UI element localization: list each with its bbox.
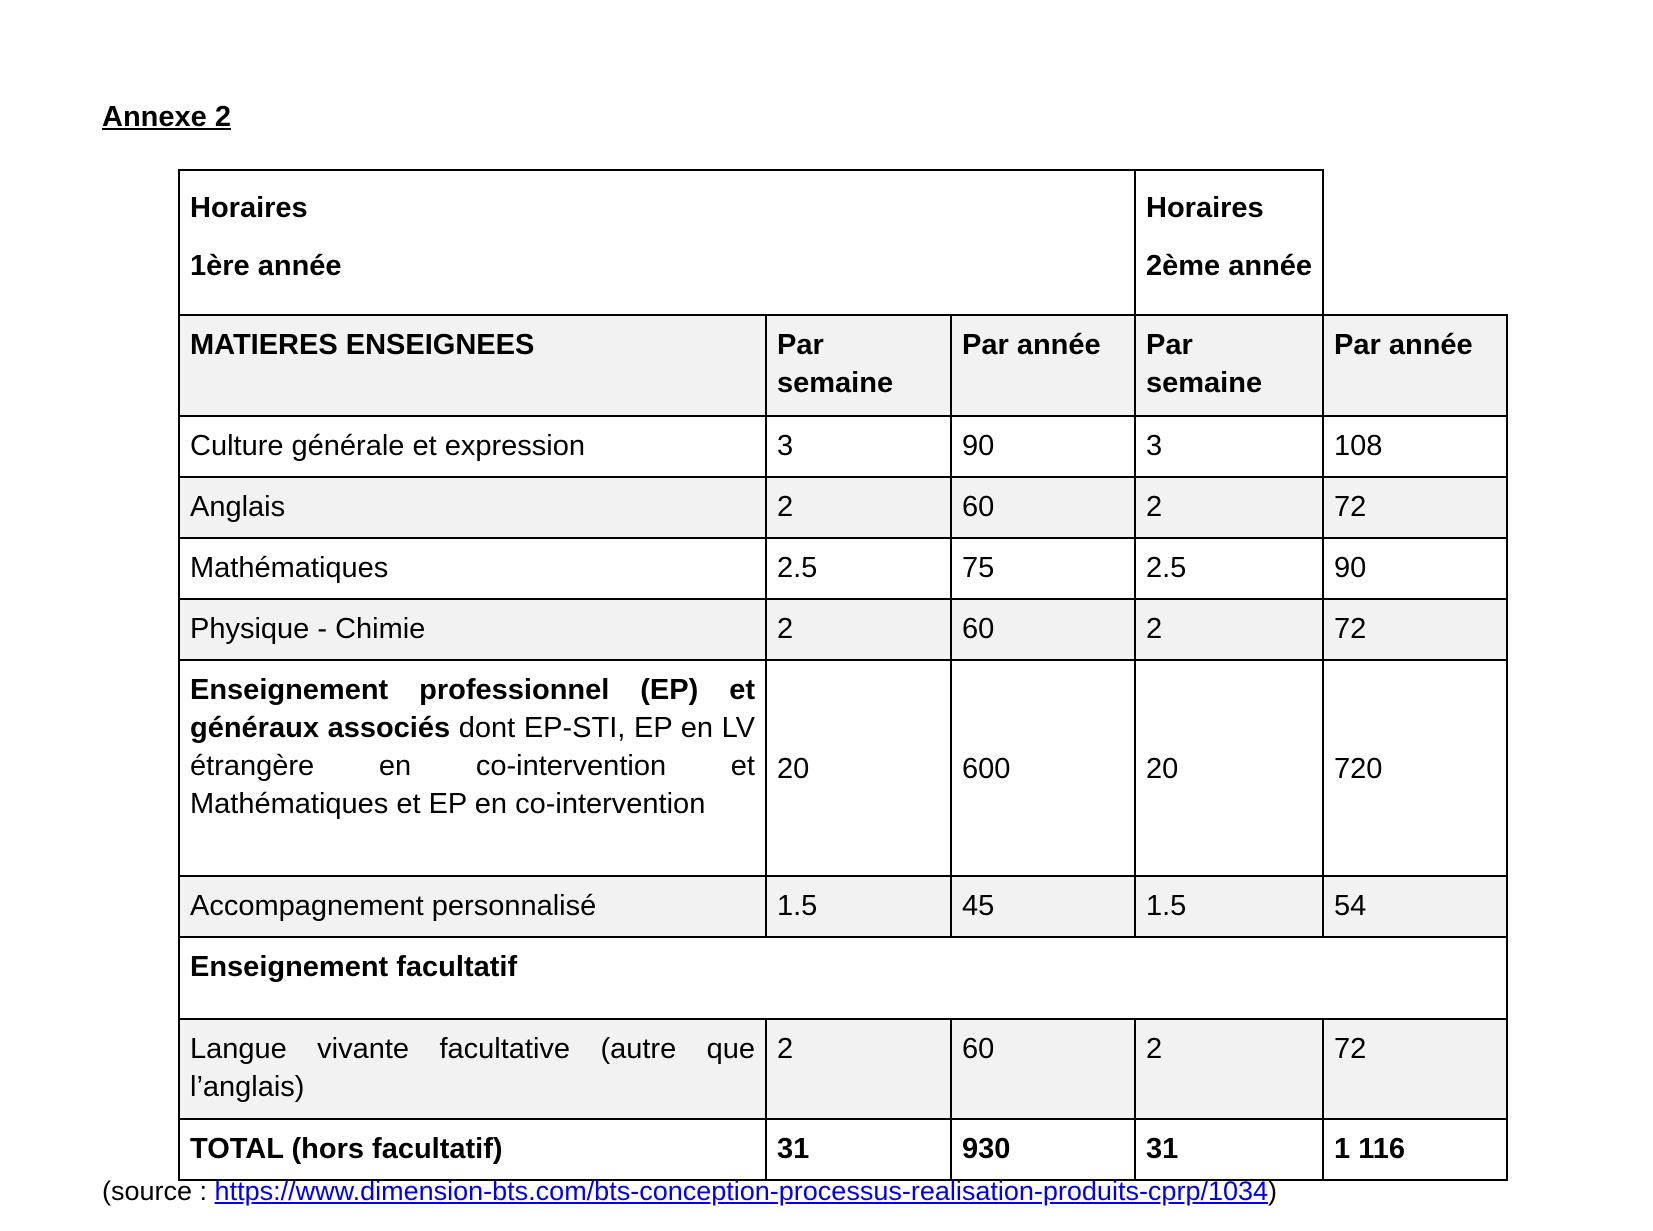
table-row — [179, 477, 1507, 538]
optional-row-week1: 2 — [766, 1019, 951, 1119]
header-year1 — [179, 170, 1135, 315]
ap-row-week1: 1.5 — [766, 876, 951, 937]
total-row-subject: TOTAL (hors facultatif) — [179, 1119, 766, 1180]
col-header-year1: Par année — [951, 315, 1135, 416]
ep-row-subject-rest: dont EP-STI, EP en LV étrangère en co-intervention et Mathématiques et EP en co-intervention — [190, 712, 755, 820]
ap-row-subject: Accompagnement personnalisé — [179, 876, 766, 937]
source-suffix: ) — [1268, 1176, 1278, 1206]
ep-row-week1: 20 — [766, 660, 951, 876]
ap-row-week2: 1.5 — [1135, 876, 1323, 937]
row-year1: 75 — [951, 538, 1135, 599]
optional-row-year1: 60 — [951, 1019, 1135, 1119]
row-week1: 3 — [766, 416, 951, 477]
table-row — [179, 416, 1507, 477]
col-header-week1: Par semaine — [766, 315, 951, 416]
col-header-year2: Par année — [1323, 315, 1507, 416]
header-year2-line2: 2ème année — [1146, 250, 1313, 282]
column-header-row — [179, 315, 1507, 416]
row-year2: 90 — [1323, 538, 1507, 599]
optional-section-title: Enseignement facultatif — [179, 937, 1507, 1019]
total-row-week2: 31 — [1135, 1119, 1323, 1180]
optional-row-week2: 2 — [1135, 1019, 1323, 1119]
total-row-week1: 31 — [766, 1119, 951, 1180]
source-prefix: (source : — [102, 1176, 215, 1206]
total-row-year1: 930 — [951, 1119, 1135, 1180]
table-row — [179, 599, 1507, 660]
row-week2: 2 — [1135, 599, 1323, 660]
row-subject: Physique - Chimie — [179, 599, 766, 660]
year-header-row — [179, 170, 1507, 315]
row-subject: Mathématiques — [179, 538, 766, 599]
col-header-week2: Par semaine — [1135, 315, 1323, 416]
ap-row-year1: 45 — [951, 876, 1135, 937]
row-week2: 2 — [1135, 477, 1323, 538]
ep-row-year2: 720 — [1323, 660, 1507, 876]
source-link[interactable]: https://www.dimension-bts.com/bts-conception-processus-realisation-produits-cprp/1034 — [214, 1176, 1269, 1206]
row-year1: 90 — [951, 416, 1135, 477]
header-blank-cell — [1323, 170, 1507, 315]
ap-row — [179, 876, 1507, 937]
row-year2: 72 — [1323, 477, 1507, 538]
ep-row-subject — [179, 660, 766, 876]
ep-row-subject-bold: Enseignement professionnel (EP) et généraux associés — [190, 674, 755, 744]
row-week1: 2.5 — [766, 538, 951, 599]
ep-row — [179, 660, 1507, 876]
total-row — [179, 1119, 1507, 1180]
row-year2: 72 — [1323, 599, 1507, 660]
row-subject: Culture générale et expression — [179, 416, 766, 477]
optional-row-year2: 72 — [1323, 1019, 1507, 1119]
header-year2 — [1135, 170, 1323, 315]
ep-row-year1: 600 — [951, 660, 1135, 876]
row-year1: 60 — [951, 599, 1135, 660]
ep-row-week2: 20 — [1135, 660, 1323, 876]
table-row — [179, 538, 1507, 599]
row-year1: 60 — [951, 477, 1135, 538]
row-week1: 2 — [766, 477, 951, 538]
row-week2: 3 — [1135, 416, 1323, 477]
header-year2-line1: Horaires — [1146, 192, 1264, 224]
ap-row-year2: 54 — [1323, 876, 1507, 937]
optional-section-row — [179, 937, 1507, 1019]
col-header-subject: MATIERES ENSEIGNEES — [179, 315, 766, 416]
hours-table — [178, 169, 1508, 1181]
header-year1-line2: 1ère année — [190, 250, 342, 282]
annex-title: Annexe 2 — [102, 101, 231, 133]
optional-row-subject: Langue vivante facultative (autre que l’anglais) — [179, 1019, 766, 1119]
row-week1: 2 — [766, 599, 951, 660]
source-line — [102, 1176, 1277, 1207]
header-year1-line1: Horaires — [190, 192, 308, 224]
row-year2: 108 — [1323, 416, 1507, 477]
total-row-year2: 1 116 — [1323, 1119, 1507, 1180]
row-subject: Anglais — [179, 477, 766, 538]
row-week2: 2.5 — [1135, 538, 1323, 599]
optional-row — [179, 1019, 1507, 1119]
